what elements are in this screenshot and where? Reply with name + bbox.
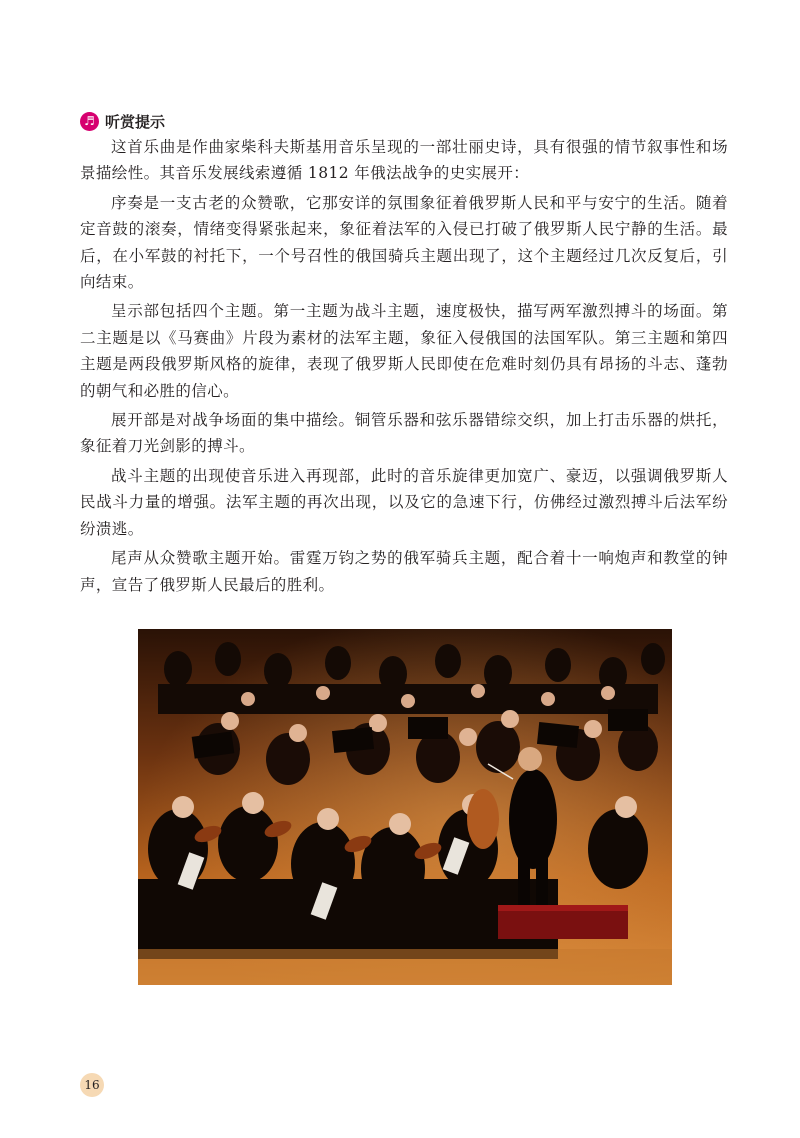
music-note-icon: ♬: [80, 112, 99, 131]
paragraph-recapitulation: 战斗主题的出现使音乐进入再现部，此时的音乐旋律更加宽广、豪迈，以强调俄罗斯人民战斗力量的增强。法军主题的再次出现，以及它的急速下行，仿佛经过激烈搏斗后法军纷纷溃逃。: [80, 466, 728, 538]
orchestra-photo: [138, 629, 672, 985]
section-header: [80, 110, 165, 132]
body-text: [80, 134, 728, 601]
page-number: 16: [80, 1073, 104, 1097]
section-title: 听赏提示: [105, 112, 166, 131]
paragraph-exposition: 呈示部包括四个主题。第一主题为战斗主题，速度极快，描写两军激烈搏斗的场面。第二主题是以《马赛曲》片段为素材的法军主题，象征入侵俄国的法国军队。第三主题和第四主题是两段俄罗斯风格的旋律，表现了俄罗斯人民即使在危难时刻仍具有昂扬的斗志、蓬勃的朝气和必胜的信心。: [80, 302, 728, 400]
paragraph-prelude: 序奏是一支古老的众赞歌，它那安详的氛围象征着俄罗斯人民和平与安宁的生活。随着定音鼓的滚奏，情绪变得紧张起来，象征着法军的入侵已打破了俄罗斯人民宁静的生活。最后，在小军鼓的衬托下，一个号召性的俄国骑兵主题出现了，这个主题经过几次反复后，引向结束。: [80, 193, 728, 292]
paragraph-development: 展开部是对战争场面的集中描绘。铜管乐器和弦乐器错综交织，加上打击乐器的烘托，象征着刀光剑影的搏斗。: [80, 411, 728, 456]
paragraph-coda: 尾声从众赞歌主题开始。雷霆万钧之势的俄军骑兵主题，配合着十一响炮声和教堂的钟声，宣告了俄罗斯人民最后的胜利。: [80, 549, 728, 594]
paragraph-intro: 这首乐曲是作曲家柴科夫斯基用音乐呈现的一部壮丽史诗，具有很强的情节叙事性和场景描绘性。其音乐发展线索遵循 1812 年俄法战争的史实展开：: [80, 138, 728, 183]
